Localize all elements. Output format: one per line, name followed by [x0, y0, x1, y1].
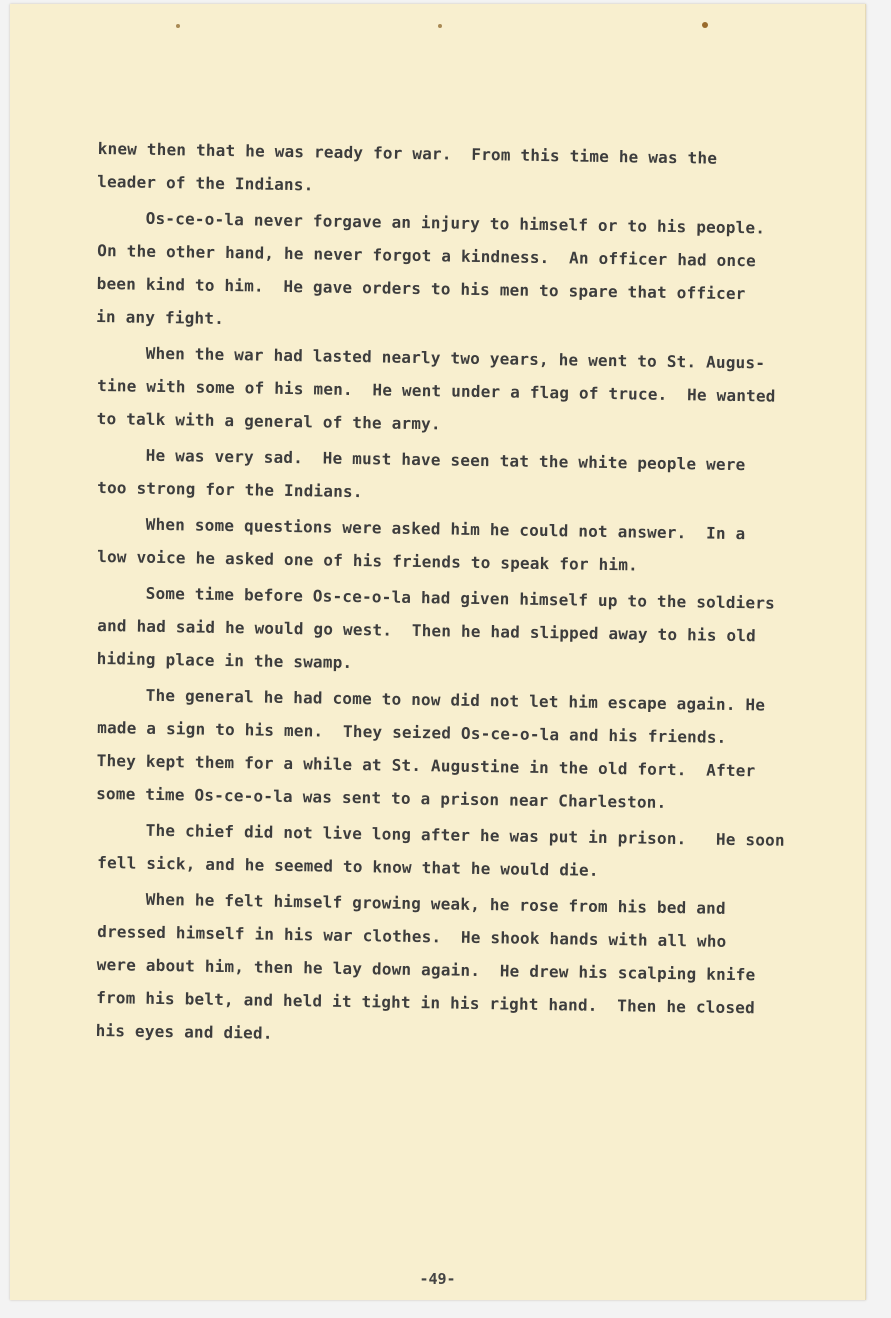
- text-line: been kind to him. He gave orders to his men to spare that officer: [96, 273, 746, 304]
- text-line: some time Os-ce-o-la was sent to a prison near Charleston.: [96, 783, 667, 812]
- text-line: Some time before Os-ce-o-la had given himself up to the soldiers: [145, 583, 776, 613]
- paragraph: [96, 678, 828, 824]
- document-page: [10, 4, 866, 1300]
- text-line: hiding place in the swamp.: [96, 648, 353, 673]
- text-line: They kept them for a while at St. Augustine in the old fort. After: [96, 750, 756, 781]
- text-line: The general he had come to now did not let him escape again. He: [145, 685, 766, 715]
- text-line: fell sick, and he seemed to know that he would die.: [97, 852, 599, 880]
- text-line: in any fight.: [96, 306, 225, 328]
- paper-speck: [702, 22, 708, 28]
- paragraph: [96, 576, 828, 689]
- typed-body-text: [95, 132, 828, 1050]
- text-line: leader of the Indians.: [97, 171, 314, 195]
- text-line: were about him, then he lay down again. He drew his scalping knife: [96, 954, 756, 985]
- text-line: When he felt himself growing weak, he rose from his bed and: [145, 889, 726, 918]
- paragraph: [97, 438, 828, 518]
- text-line: from his belt, and held it tight in his right hand. Then he closed: [96, 987, 756, 1018]
- text-line: dressed himself in his war clothes. He shook hands with all who: [97, 921, 727, 951]
- paper-speck: [176, 24, 180, 28]
- paragraph: [97, 132, 828, 212]
- text-line: Os-ce-o-la never forgave an injury to himself or to his people.: [145, 208, 766, 238]
- paragraph: [97, 507, 828, 587]
- text-line: to talk with a general of the army.: [96, 408, 441, 434]
- text-line: When some questions were asked him he could not answer. In a: [145, 514, 746, 544]
- text-line: knew then that he was ready for war. From this time he was the: [97, 138, 718, 168]
- paragraph: [95, 882, 828, 1061]
- text-line: his eyes and died.: [95, 1020, 273, 1043]
- text-line: On the other hand, he never forgot a kindness. An officer had once: [97, 240, 757, 271]
- text-line: low voice he asked one of his friends to speak for him.: [97, 546, 639, 575]
- paragraph: [97, 813, 828, 893]
- paragraph: [96, 336, 828, 449]
- page-number: -49-: [419, 1270, 456, 1288]
- text-line: When the war had lasted nearly two years, he went to St. Augus-: [145, 343, 766, 373]
- paper-speck: [438, 24, 442, 28]
- text-line: tine with some of his men. He went under a flag of truce. He wanted: [97, 375, 776, 406]
- text-line: He was very sad. He must have seen tat the white people were: [145, 445, 746, 475]
- text-line: and had said he would go west. Then he had slipped away to his old: [97, 615, 757, 646]
- text-line: too strong for the Indians.: [97, 477, 363, 502]
- text-line: made a sign to his men. They seized Os-ce-o-la and his friends.: [97, 717, 727, 747]
- paragraph: [96, 201, 828, 347]
- text-line: The chief did not live long after he was put in prison. He soon: [145, 820, 785, 850]
